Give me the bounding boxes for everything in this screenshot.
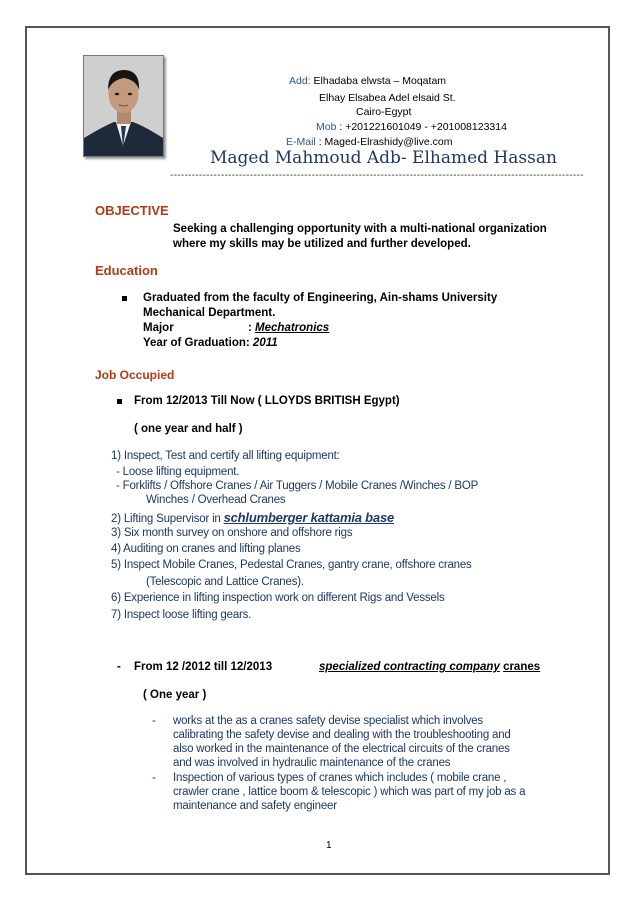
job2-dash-2: - [152,772,156,784]
job1-item-6: 6) Experience in lifting inspection work on different Rigs and Vessels [111,592,445,604]
objective-heading: OBJECTIVE [95,203,169,218]
candidate-name: Maged Mahmoud Adb- Elhamed Hassan [210,148,557,168]
company-link: schlumberger kattamia base [223,510,395,525]
job1-duration: ( one year and half ) [134,423,243,435]
job1-item-5: 5) Inspect Mobile Cranes, Pedestal Cranes, gantry crane, offshore cranes [111,559,472,571]
job1-detail-2b: Winches / Overhead Cranes [146,494,286,506]
separator-dashes: ------------------------------------------------------------------------------------------------------------------ [170,170,584,181]
job2-duration: ( One year ) [143,689,207,701]
education-line-1: Graduated from the faculty of Engineering, Ain-shams University [143,292,498,304]
address-line-2: Elhay Elsabea Adel elsaid St. [319,92,456,104]
education-heading: Education [95,263,158,278]
job2-company: specialized contracting company cranes [319,661,541,673]
education-year: Year of Graduation: 2011 [143,337,278,349]
bullet-icon [117,399,122,404]
address-line-3: Cairo-Egypt [356,106,412,118]
job1-detail-1: - Loose lifting equipment. [116,466,240,478]
page-number: 1 [326,840,332,851]
email-line: E-Mail : Maged-Elrashidy@live.com [286,136,453,148]
objective-text: Seeking a challenging opportunity with a multi-national organization where my skills may be utilized and further developed. [173,223,547,250]
job2-desc-a2: calibrating the safety devise and dealing with the troubleshooting and [173,729,511,741]
job1-item-7: 7) Inspect loose lifting gears. [111,609,252,621]
job1-item-3: 3) Six month survey on onshore and offshore rigs [111,527,353,539]
address-line-1: Add: Elhadaba elwsta – Moqatam [289,75,447,87]
job2-desc-b3: maintenance and safety engineer [173,800,337,812]
job-heading: Job Occupied [95,368,175,382]
job2-dash-1: - [152,715,156,727]
job2-desc-a4: and was involved in hydraulic maintenance of the cranes [173,757,451,769]
education-major-label: Major [143,322,174,334]
job2-desc-a3: also worked in the maintenance of the electrical circuits of the cranes [173,743,510,755]
job1-item-1: 1) Inspect, Test and certify all lifting equipment: [111,450,340,462]
education-major-value: : Mechatronics [248,322,330,334]
job2-desc-b1: Inspection of various types of cranes which includes ( mobile crane , [173,772,507,784]
job2-desc-a1: works at the as a cranes safety devise specialist which involves [173,715,483,727]
mobile-line: Mob : +201221601049 - +201008123314 [316,121,507,133]
job2-desc-b2: crawler crane , lattice boom & telescopic ) which was part of my job as a [173,786,526,798]
profile-photo [83,55,164,157]
job1-detail-2: - Forklifts / Offshore Cranes / Air Tuggers / Mobile Cranes /Winches / BOP [116,480,479,492]
education-line-2: Mechanical Department. [143,307,276,319]
job1-item-4: 4) Auditing on cranes and lifting planes [111,543,301,555]
job1-title: From 12/2013 Till Now ( LLOYDS BRITISH Egypt) [134,395,400,407]
job2-from: From 12 /2012 till 12/2013 [134,661,273,673]
job1-item-2: 2) Lifting Supervisor in schlumberger kattamia base [111,510,395,525]
job2-dash: - [117,661,121,673]
job1-item-5b: (Telescopic and Lattice Cranes). [146,576,304,588]
bullet-icon [122,296,127,301]
